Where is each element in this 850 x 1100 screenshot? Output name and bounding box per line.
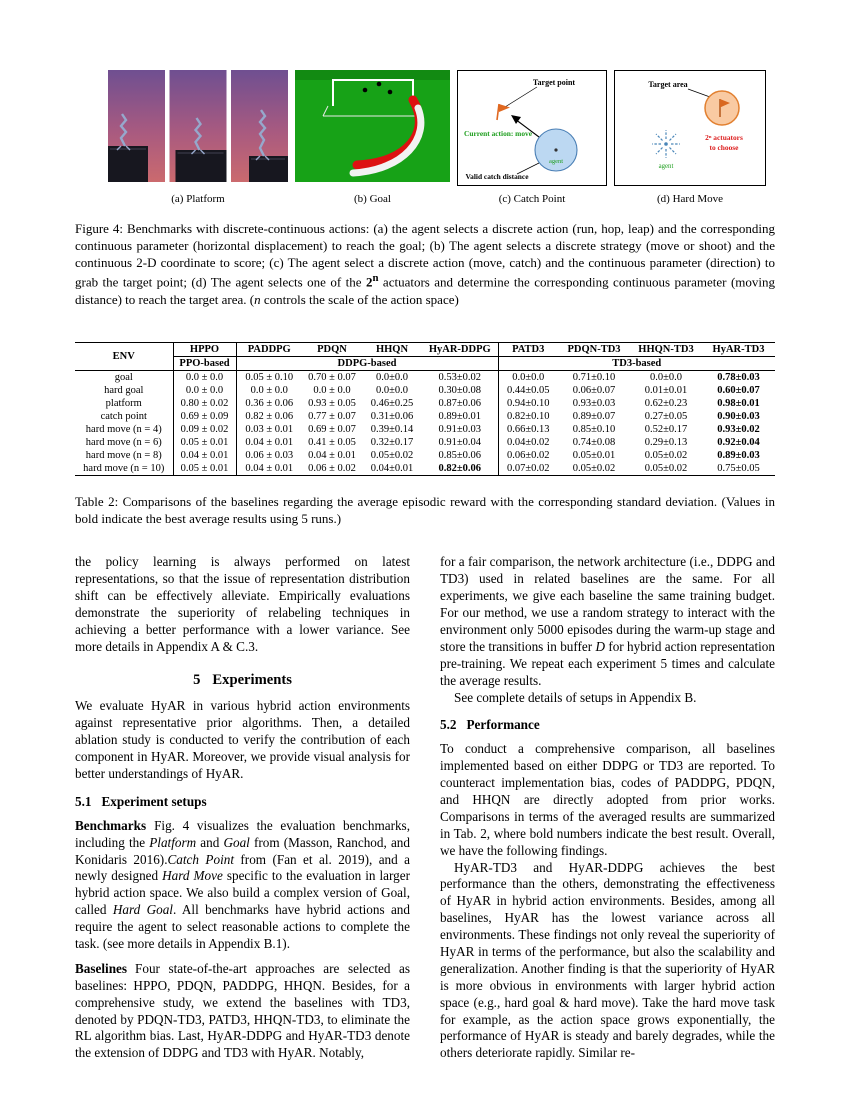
env-cell: goal [114, 372, 133, 384]
col-header-pdqn: PDQN [302, 343, 362, 357]
value-cell: 0.70 ± 0.07 [308, 372, 356, 384]
value-cell: 0.05±0.02 [572, 463, 616, 475]
col-header-hyar-td3: HyAR-TD3 [702, 343, 775, 357]
value-cell: 0.52±0.17 [644, 424, 688, 436]
value-cell: 0.82±0.06 [438, 463, 481, 475]
table-row [75, 449, 775, 462]
goal-screenshot [295, 70, 450, 182]
env-cell: hard move (n = 6) [85, 437, 162, 449]
hard-move-diagram [614, 70, 766, 186]
left-column [75, 554, 410, 1062]
env-cell: hard goal [104, 385, 144, 397]
subsection-number: 5.1 [75, 793, 92, 809]
target-area-circle [705, 91, 739, 125]
value-cell: 0.53±0.02 [438, 372, 481, 384]
col-header-paddpg: PADDPG [236, 343, 302, 357]
value-cell: 0.04±0.02 [498, 436, 558, 449]
subsection-title: Performance [466, 717, 540, 733]
panel-catch-point [457, 70, 607, 186]
env-cell: platform [105, 398, 142, 410]
actuators-label-line2: to choose [709, 143, 739, 152]
paragraph-performance-1: To conduct a comprehensive comparison, all baselines implemented based on either DDPG or TD3 are reported. To counteract implementation bias, codes of PADDPG, PDQN, and HHQN are directly adopted from prior works. Comparisons in terms of the averaged results are summarized in Tab. 2, where bold numbers indicate the best result. Overall, we have the following findings. [440, 741, 775, 858]
group-header-ddpg: DDPG-based [236, 357, 498, 371]
value-cell: 0.09 ± 0.02 [173, 423, 236, 436]
value-cell: 0.31±0.06 [370, 411, 414, 423]
value-cell: 0.82 ± 0.06 [236, 410, 302, 423]
env-cell: catch point [100, 411, 147, 423]
results-table-body [75, 371, 775, 476]
agent-label: agent [548, 158, 564, 165]
subcaption-platform: (a) Platform [171, 193, 225, 205]
env-cell: hard move (n = 4) [85, 424, 162, 436]
group-header-td3: TD3-based [498, 357, 775, 371]
value-cell: 0.94±0.10 [498, 397, 558, 410]
platform-screenshots [108, 70, 288, 182]
table-row [75, 371, 775, 385]
value-cell: 0.80 ± 0.02 [173, 397, 236, 410]
value-cell: 0.71±0.10 [572, 372, 616, 384]
target-point-label: Target point [532, 78, 576, 87]
value-cell: 0.90±0.03 [717, 411, 760, 423]
figure-4 [108, 70, 775, 186]
value-cell: 0.07±0.02 [498, 462, 558, 476]
target-area-label: Target area [648, 80, 688, 89]
value-cell: 0.03 ± 0.01 [236, 423, 302, 436]
section-number: 5 [193, 671, 201, 688]
ball-dot [377, 82, 382, 87]
platform-shot-1 [108, 70, 165, 182]
value-cell: 0.06±0.02 [498, 449, 558, 462]
paragraph-continuation: the policy learning is always performed on latest representations, so that the issue of representation distribution shift can be effectively alleviate. Empirically evaluations demonstrate the superiority of relabeling techniques in achieving a better performance with a lower variance. See more details in Appendix A & C.3. [75, 554, 410, 654]
col-header-hyar-ddpg: HyAR-DDPG [422, 343, 498, 357]
value-cell: 0.93 ± 0.05 [308, 398, 356, 410]
subsection-heading-setups [75, 794, 410, 811]
panel-platform [108, 70, 288, 182]
value-cell: 0.75±0.05 [717, 463, 760, 475]
body-columns [75, 554, 775, 1062]
platform-shot-2 [170, 70, 227, 182]
value-cell: 0.27±0.05 [644, 411, 688, 423]
value-cell: 0.98±0.01 [717, 398, 760, 410]
value-cell: 0.05 ± 0.01 [173, 436, 236, 449]
current-action-label: Current action: move [464, 129, 533, 138]
value-cell: 0.0 ± 0.0 [173, 384, 236, 397]
value-cell: 0.01±0.01 [644, 385, 688, 397]
paragraph-appendix-note: See complete details of setups in Appendix B. [454, 689, 697, 705]
value-cell: 0.05±0.02 [644, 450, 688, 462]
panel-goal [295, 70, 450, 182]
value-cell: 0.04 ± 0.01 [173, 449, 236, 462]
actuators-label-line1: 2ⁿ actuators [705, 133, 743, 142]
value-cell: 0.46±0.25 [370, 398, 414, 410]
value-cell: 0.85±0.06 [438, 450, 481, 462]
value-cell: 0.74±0.08 [572, 437, 616, 449]
valid-catch-label: Valid catch distance [465, 172, 529, 181]
paragraph-performance-2: HyAR-TD3 and HyAR-DDPG achieves the best performance than the others, demonstrating the effectiveness of HyAR in hybrid action environments. Besides, among all baselines, HyAR has the lowest variance across all environments. These findings not only reveal the superiority of HyAR in terms of the performance, but also the scalability and generalization. Another finding is that the superiority of HyAR is more obvious in environments with larger hybrid action space (e.g., hard goal & hard move). Take the hard move task for example, as the action space grows exponentially, the performance of HyAR is steady and barely degrades, while the others deteriorate rapidly. Similar re- [440, 859, 775, 1061]
value-cell: 0.36 ± 0.06 [236, 397, 302, 410]
value-cell: 0.91±0.03 [438, 424, 481, 436]
value-cell: 0.82±0.10 [498, 410, 558, 423]
subsection-number: 5.2 [440, 717, 457, 733]
value-cell: 0.06 ± 0.02 [308, 463, 356, 475]
table-row [75, 384, 775, 397]
value-cell: 0.60±0.07 [717, 385, 760, 397]
value-cell: 0.05±0.02 [370, 450, 414, 462]
results-table-wrap [75, 342, 775, 476]
paragraph-baselines: Baselines Four state-of-the-art approaches are selected as baselines: HPPO, PDQN, PADDPG, HHQN. Besides, for a comprehensive study, we extend the baselines with TD3, denoted by PDQN-TD3, PATD3, HHQN-TD3, to eliminate the RL algorithm bias. Last, HyAR-DDPG and HyAR-TD3 denote the extension of DDPG and TD3 with HyAR. Notably, [75, 960, 410, 1061]
table-row [75, 462, 775, 476]
table-row [75, 410, 775, 423]
value-cell: 0.66±0.13 [498, 423, 558, 436]
env-cell: hard move (n = 10) [83, 463, 165, 475]
value-cell: 0.91±0.04 [438, 437, 481, 449]
table-header-groups [75, 357, 775, 371]
value-cell: 0.0±0.0 [375, 385, 408, 397]
value-cell: 0.93±0.02 [717, 424, 760, 436]
group-header-ppo: PPO-based [173, 357, 236, 371]
value-cell: 0.04 ± 0.01 [236, 462, 302, 476]
col-header-patd3: PATD3 [498, 343, 558, 357]
value-cell: 0.69 ± 0.09 [173, 410, 236, 423]
paragraph-benchmarks: Benchmarks Fig. 4 visualizes the evaluation benchmarks, including the Platform and Goal from (Masson, Ranchod, and Konidaris 2016).Catch Point from (Fan et al. 2019), and a newly designed Hard Move specific to the evaluation in larger hybrid action space. We also build a complex version of Goal, called Hard Goal. All benchmarks have hybrid actions and require the agent to select reasonable actions to complete the task. (see more details in Appendix B.1). [75, 817, 411, 952]
value-cell: 0.85±0.10 [572, 424, 616, 436]
col-header-hhqn-td3: HHQN-TD3 [630, 343, 702, 357]
value-cell: 0.06 ± 0.03 [236, 449, 302, 462]
subcaption-hard-move: (d) Hard Move [657, 193, 723, 205]
ball-dot [363, 88, 368, 93]
value-cell: 0.44±0.05 [498, 384, 558, 397]
value-cell: 0.78±0.03 [717, 372, 760, 384]
paragraph-experiments-intro: We evaluate HyAR in various hybrid action environments against representative prior algorithms. Then, a detailed ablation study is conducted to verify the contribution of each component in HyAR. Moreover, we provide visual analysis for better understandings of HyAR. [75, 698, 410, 781]
value-cell: 0.05±0.01 [572, 450, 616, 462]
value-cell: 0.04 ± 0.01 [308, 450, 356, 462]
panel-hard-move [614, 70, 766, 186]
table-row [75, 423, 775, 436]
col-header-env: ENV [75, 343, 173, 371]
value-cell: 0.29±0.13 [644, 437, 688, 449]
value-cell: 0.06±0.07 [572, 385, 616, 397]
right-column [440, 554, 775, 1062]
value-cell: 0.0 ± 0.0 [173, 371, 236, 385]
subcaption-catch-point: (c) Catch Point [498, 193, 566, 205]
value-cell: 0.0 ± 0.0 [313, 385, 351, 397]
value-cell: 0.04 ± 0.01 [236, 436, 302, 449]
value-cell: 0.62±0.23 [644, 398, 688, 410]
figure-caption: Figure 4: Benchmarks with discrete-continuous actions: (a) the agent selects a discrete action (run, hop, leap) and the corresponding continuous parameter (horizontal displacement) to reach the goal; (b) The agent selects a discrete strategy (move or shoot) and the continuous 2-D coordinate to score; (c) The agent select a discrete action (move, catch) and the continuous parameter (direction) to grab the target point; (d) The agent selects one of the 2$^n$ actuators and determine the corresponding continuous parameter (moving distance) to reach the target area. (n controls the scale of the action space) [75, 221, 775, 307]
section-heading-experiments [75, 671, 410, 690]
agent-label: agent [658, 163, 674, 170]
col-header-hhqn: HHQN [362, 343, 422, 357]
value-cell: 0.87±0.06 [438, 398, 481, 410]
platform-shot-3 [231, 70, 288, 182]
value-cell: 0.41 ± 0.05 [308, 437, 356, 449]
value-cell: 0.93±0.03 [572, 398, 616, 410]
value-cell: 0.05 ± 0.01 [173, 462, 236, 476]
section-title: Experiments [212, 671, 292, 688]
value-cell: 0.05 ± 0.10 [236, 371, 302, 385]
value-cell: 0.92±0.04 [717, 437, 760, 449]
value-cell: 0.69 ± 0.07 [308, 424, 356, 436]
table-header-methods [75, 343, 775, 357]
value-cell: 0.39±0.14 [370, 424, 414, 436]
value-cell: 0.89±0.01 [438, 411, 481, 423]
value-cell: 0.77 ± 0.07 [308, 411, 356, 423]
value-cell: 0.0±0.0 [375, 372, 408, 384]
value-cell: 0.89±0.07 [572, 411, 616, 423]
value-cell: 0.04±0.01 [370, 463, 414, 475]
catch-point-diagram [457, 70, 607, 186]
table-row [75, 397, 775, 410]
value-cell: 0.30±0.08 [438, 385, 481, 397]
paragraph-fair-comparison: for a fair comparison, the network architecture (i.e., DDPG and TD3) used in related baselines are the same. For all experiments, we give each baseline the same training budget. For our method, we use a random strategy to interact with the environment only 5000 episodes during the warm-up stage and store the transitions in buffer D for hybrid action representation pre-training. We repeat each experiment 5 times and calculate the average results. [440, 554, 775, 688]
value-cell: 0.0±0.0 [649, 372, 682, 384]
value-cell: 0.32±0.17 [370, 437, 414, 449]
figure-subcaptions [108, 193, 775, 205]
table-row [75, 436, 775, 449]
table-caption: Table 2: Comparisons of the baselines regarding the average episodic reward with the corresponding standard deviation. (Values in bold indicate the best average results using 5 runs.) [75, 494, 775, 527]
col-header-pdqn-td3: PDQN-TD3 [558, 343, 630, 357]
subcaption-goal: (b) Goal [354, 193, 391, 205]
subsection-heading-performance [440, 717, 775, 734]
value-cell: 0.05±0.02 [644, 463, 688, 475]
ball-dot [388, 90, 393, 95]
col-header-hppo: HPPO [173, 343, 236, 357]
results-table [75, 342, 775, 476]
subsection-title: Experiment setups [101, 793, 207, 809]
value-cell: 0.0±0.0 [498, 371, 558, 385]
env-cell: hard move (n = 8) [85, 450, 162, 462]
value-cell: 0.0 ± 0.0 [236, 384, 302, 397]
value-cell: 0.89±0.03 [717, 450, 760, 462]
